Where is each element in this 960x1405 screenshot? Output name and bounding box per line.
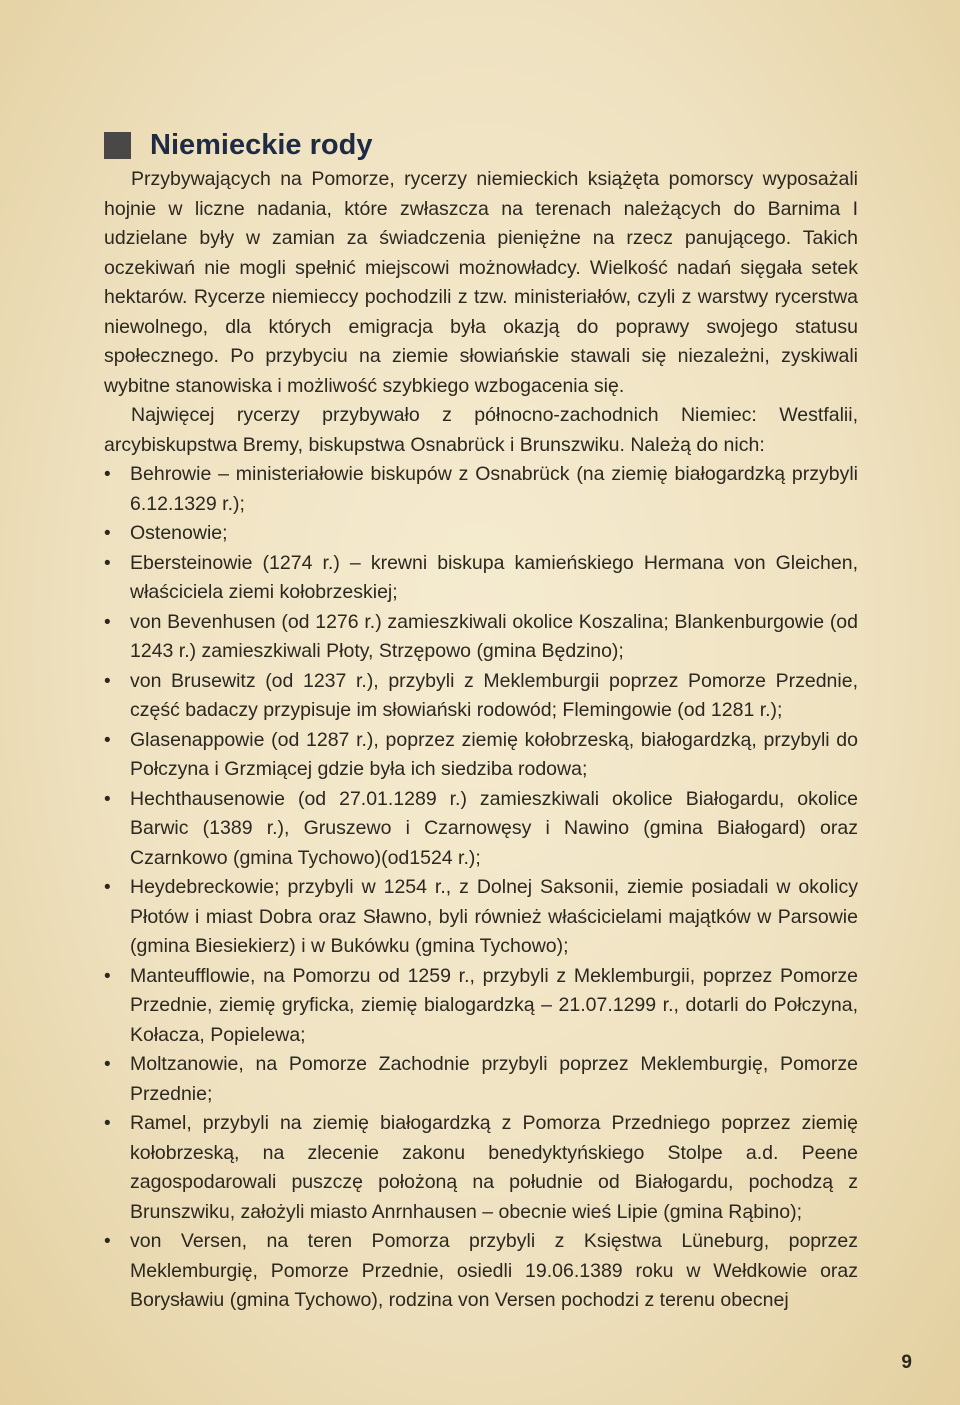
list-item: • Ebersteinowie (1274 r.) – krewni biskupa kamieńskiego Hermana von Gleichen, właściciela ziemi kołobrzeskiej; [104,549,858,608]
paragraph-origins: Najwięcej rycerzy przybywało z północno-zachodnich Niemiec: Westfalii, arcybiskupstwa Bremy, biskupstwa Osnabrück i Brunszwiku. Należą do nich: [104,404,858,456]
list-item: • von Brusewitz (od 1237 r.), przybyli z Meklemburgii poprzez Pomorze Przednie, część badaczy przypisuje im słowiański rodowód; Flemingowie (od 1281 r.); [104,667,858,726]
list-item: • Moltzanowie, na Pomorze Zachodnie przybyli poprzez Meklemburgię, Pomorze Przednie; [104,1050,858,1109]
list-item: • Glasenappowie (od 1287 r.), poprzez ziemię kołobrzeską, białogardzką, przybyli do Połczyna i Grzmiącej gdzie była ich siedziba rodowa; [104,726,858,785]
list-item: • Hechthausenowie (od 27.01.1289 r.) zamieszkiwali okolice Białogardu, okolice Barwic (1389 r.), Gruszewo i Czarnowęsy i Nawino (gmina Białogard) oraz Czarnkowo (gmina Tychowo)(od1524 r.); [104,785,858,874]
list-item: • Manteufflowie, na Pomorzu od 1259 r., przybyli z Meklemburgii, poprzez Pomorze Przednie, ziemię gryficka, ziemię bialogardzką – 21.07.1299 r., dotarli do Połczyna, Kołacza, Popielewa; [104,962,858,1051]
list-item: • Heydebreckowie; przybyli w 1254 r., z Dolnej Saksonii, ziemie posiadali w okolicy Płotów i miast Dobra oraz Sławno, byli również właścicielami majątków w Parsowie (gmina Biesiekierz) i w Bukówku (gmina Tychowo); [104,873,858,962]
list-item: • von Versen, na teren Pomorza przybyli z Księstwa Lüneburg, poprzez Meklemburgię, Pomorze Przednie, osiedli 19.06.1389 roku w Wełdkowie oraz Borysławiu (gmina Tychowo), rodzina von Versen pochodzi z terenu obecnej [104,1227,858,1316]
square-bullet-icon [104,132,131,159]
section-heading [104,128,372,162]
list-item: • von Bevenhusen (od 1276 r.) zamieszkiwali okolice Koszalina; Blankenburgowie (od 1243 r.) zamieszkiwali Płoty, Strzępowo (gmina Będzino); [104,608,858,667]
list-item: • Ostenowie; [104,519,858,549]
page-number: 9 [901,1352,912,1373]
paragraph-intro: Przybywających na Pomorze, rycerzy niemieckich książęta pomorscy wyposażali hojnie w liczne nadania, które zwłaszcza na terenach należących do Barnima I udzielane były w zamian za świadczenia pieniężne na rzecz panującego. Takich oczekiwań nie mogli spełnić miejscowi możnowładcy. Wielkość nadań sięgała setek hektarów. Rycerze niemieccy pochodzili z tzw. ministeriałów, czyli z warstwy rycerstwa niewolnego, dla których emigracja była okazją do poprawy swojego statusu społecznego. Po przybyciu na ziemie słowiańskie stawali się niezależni, zyskiwali wybitne stanowiska i możliwość szybkiego wzbogacenia się. [104,168,858,397]
article-body [104,165,858,1316]
list-item: • Behrowie – ministeriałowie biskupów z Osnabrück (na ziemię białogardzką przybyli 6.12.1329 r.); [104,460,858,519]
list-item: • Ramel, przybyli na ziemię białogardzką z Pomorza Przedniego poprzez ziemię kołobrzeską, na zlecenie zakonu benedyktyńskiego Stolpe a.d. Peene zagospodarowali puszczę położoną na południe od Białogardu, pochodzą z Brunszwiku, założyli miasto Anrnhausen – obecnie wieś Lipie (gmina Rąbino); [104,1109,858,1227]
family-list [104,460,858,1316]
section-title: Niemieckie rody [150,128,373,161]
